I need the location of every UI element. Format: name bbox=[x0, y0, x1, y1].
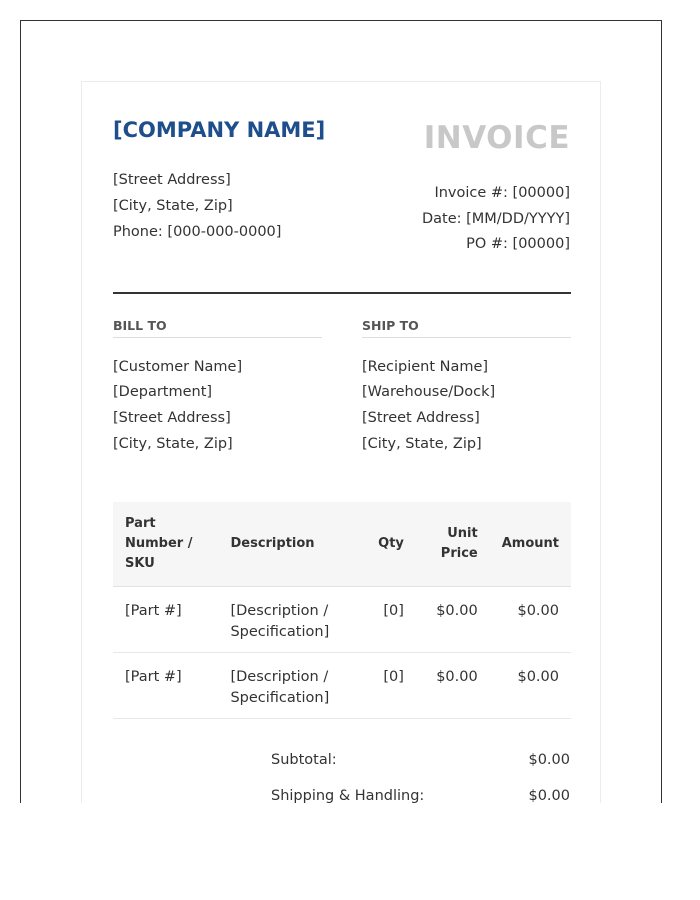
company-name: [COMPANY NAME] bbox=[113, 118, 326, 142]
subtotal-value: $0.00 bbox=[528, 752, 570, 768]
description-cell bbox=[218, 653, 362, 719]
header-part-line: Part bbox=[125, 516, 156, 531]
shipping-value: $0.00 bbox=[528, 788, 570, 803]
invoice-number: Invoice #: [00000] bbox=[434, 185, 570, 201]
table-row bbox=[113, 587, 571, 653]
company-street: [Street Address] bbox=[113, 172, 231, 188]
subtotal-label: Subtotal: bbox=[271, 752, 337, 768]
ship-to-heading: SHIP TO bbox=[362, 318, 419, 333]
po-number: PO #: [00000] bbox=[466, 236, 570, 252]
company-phone: Phone: [000-000-0000] bbox=[113, 224, 282, 240]
ship-to-line: [Recipient Name] bbox=[362, 359, 489, 375]
description-line: Specification] bbox=[230, 624, 330, 640]
description-line: Specification] bbox=[230, 690, 330, 706]
part-number-cell: [Part #] bbox=[113, 653, 218, 719]
company-city: [City, State, Zip] bbox=[113, 198, 233, 214]
invoice-sheet bbox=[81, 81, 601, 803]
header-divider bbox=[113, 292, 571, 294]
amount-cell: $0.00 bbox=[490, 587, 571, 653]
column-header-description: Description bbox=[218, 502, 362, 587]
qty-cell: [0] bbox=[362, 587, 416, 653]
bill-to-line: [Street Address] bbox=[113, 410, 231, 426]
document-frame bbox=[20, 20, 662, 803]
qty-cell: [0] bbox=[362, 653, 416, 719]
description-cell bbox=[218, 587, 362, 653]
header-part-line: SKU bbox=[125, 556, 155, 571]
column-header-part bbox=[113, 502, 218, 587]
bill-to-heading: BILL TO bbox=[113, 318, 167, 333]
amount-cell: $0.00 bbox=[490, 653, 571, 719]
column-header-qty: Qty bbox=[362, 502, 416, 587]
table-row bbox=[113, 653, 571, 719]
line-items-table bbox=[113, 502, 571, 719]
part-number-cell: [Part #] bbox=[113, 587, 218, 653]
ship-to-rule bbox=[362, 337, 571, 338]
unit-price-cell: $0.00 bbox=[416, 587, 490, 653]
unit-price-cell: $0.00 bbox=[416, 653, 490, 719]
ship-to-line: [Street Address] bbox=[362, 410, 480, 426]
header-part-line: Number / bbox=[125, 536, 193, 551]
invoice-date: Date: [MM/DD/YYYY] bbox=[421, 211, 570, 227]
ship-to-line: [City, State, Zip] bbox=[362, 436, 482, 452]
description-line: [Description / bbox=[230, 603, 329, 619]
bill-to-line: [Customer Name] bbox=[113, 359, 243, 375]
shipping-label: Shipping & Handling: bbox=[271, 788, 425, 803]
bill-to-rule bbox=[113, 337, 322, 338]
header-unit-price-line: Unit bbox=[447, 526, 478, 541]
bill-to-line: [City, State, Zip] bbox=[113, 436, 233, 452]
header-unit-price-line: Price bbox=[440, 546, 478, 561]
invoice-title: INVOICE bbox=[423, 120, 570, 156]
description-line: [Description / bbox=[230, 669, 329, 685]
bill-to-line: [Department] bbox=[113, 384, 213, 400]
column-header-unit-price bbox=[416, 502, 490, 587]
column-header-amount: Amount bbox=[490, 502, 571, 587]
table-header-row bbox=[113, 502, 571, 587]
ship-to-line: [Warehouse/Dock] bbox=[362, 384, 496, 400]
